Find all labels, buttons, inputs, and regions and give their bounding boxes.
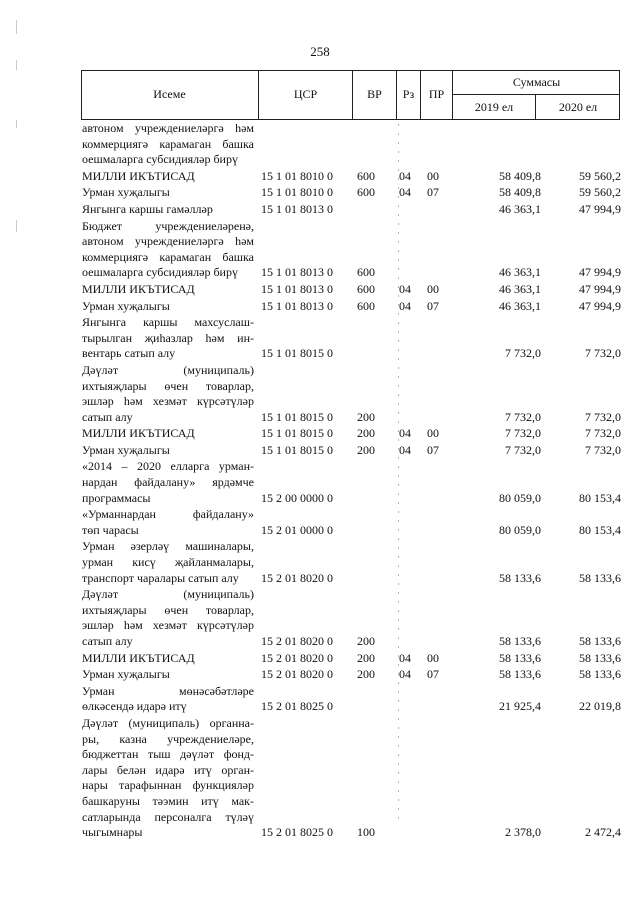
table-header bbox=[81, 70, 620, 120]
table-row bbox=[82, 651, 622, 668]
scan-guide-dot bbox=[398, 763, 399, 765]
scan-guide-dot bbox=[398, 529, 399, 531]
row-name-line: Бюджет учреждениеләренә, bbox=[82, 218, 254, 233]
scan-guide-dot bbox=[398, 502, 399, 504]
row-name-line: вентарь сатып алу bbox=[82, 346, 176, 361]
scan-guide-dot bbox=[398, 376, 399, 378]
scan-guide-dot bbox=[398, 439, 399, 441]
scan-guide-dot bbox=[398, 322, 399, 324]
row-pr bbox=[427, 362, 457, 363]
header-name: Исеме bbox=[81, 70, 259, 120]
row-amount-2019: 46 363,1 bbox=[499, 281, 541, 296]
scan-guide-dot bbox=[398, 124, 399, 126]
row-name-line: автоном учреждениеләргә һәм bbox=[82, 234, 254, 249]
table-row bbox=[82, 459, 622, 507]
row-name-line: оешмаларга субсидияләр бирү bbox=[82, 265, 238, 280]
row-name-line: сатларында персоналга түләү bbox=[82, 809, 254, 824]
row-csr: 15 1 01 8015 0 bbox=[261, 426, 333, 441]
row-name-line: эшләр һәм хезмәт күрсәтүләр bbox=[82, 394, 254, 409]
row-amount-2019: 58 133,6 bbox=[499, 667, 541, 682]
row-vr: 100 bbox=[357, 825, 375, 840]
table-row bbox=[82, 363, 622, 426]
table-row bbox=[82, 219, 622, 282]
row-amount-2020: 7 732,0 bbox=[585, 442, 621, 457]
row-amount-2019: 58 409,8 bbox=[499, 168, 541, 183]
scan-guide-dot bbox=[398, 799, 399, 801]
row-amount-2020: 7 732,0 bbox=[585, 426, 621, 441]
scan-guide-dot bbox=[398, 457, 399, 459]
page-number: 258 bbox=[310, 44, 330, 59]
row-name-line: тырылган җиһазлар һәм ин- bbox=[82, 330, 254, 345]
row-name-line: Янгынга каршы гамәлләр bbox=[82, 201, 213, 216]
row-rz bbox=[399, 362, 427, 363]
row-vr bbox=[353, 715, 399, 716]
row-csr: 15 1 01 8015 0 bbox=[261, 346, 333, 361]
row-name-line: нардан файдалану» ярдәмче bbox=[82, 475, 254, 490]
row-rz: 04 bbox=[399, 185, 411, 200]
scan-guide-dot bbox=[398, 241, 399, 243]
row-pr: 07 bbox=[427, 442, 439, 457]
scan-guide-dot bbox=[398, 628, 399, 630]
row-name bbox=[82, 443, 254, 460]
row-csr: 15 1 01 8010 0 bbox=[261, 185, 333, 200]
row-vr: 200 bbox=[357, 650, 375, 665]
row-name-line: Урман хуҗалыгы bbox=[82, 298, 170, 313]
table-row bbox=[82, 202, 622, 219]
row-pr: 00 bbox=[427, 281, 439, 296]
scan-guide-dot bbox=[398, 718, 399, 720]
row-amount-2019: 58 133,6 bbox=[499, 634, 541, 648]
scan-guide-dot bbox=[398, 214, 399, 216]
table-row bbox=[82, 426, 622, 443]
row-name bbox=[82, 684, 254, 716]
row-amount-2019: 46 363,1 bbox=[499, 265, 541, 280]
row-name-line: башкаруны тәэмин итү мак- bbox=[82, 793, 254, 808]
row-name-line: сатып алу bbox=[82, 409, 133, 424]
row-name-line: оешмаларга субсидияләр бирү bbox=[82, 152, 238, 167]
row-amount-2019: 58 409,8 bbox=[499, 185, 541, 200]
scan-guide-dot bbox=[398, 196, 399, 198]
row-amount-2019: 7 732,0 bbox=[505, 409, 541, 424]
row-rz: 04 bbox=[399, 298, 411, 313]
row-vr: 600 bbox=[357, 185, 375, 200]
row-amount-2019: 7 732,0 bbox=[505, 346, 541, 361]
row-name-line: ихтыяҗлары өчен товарлар, bbox=[82, 602, 254, 617]
row-rz: 04 bbox=[399, 442, 411, 457]
scan-margin-mark bbox=[16, 120, 17, 128]
table-row bbox=[82, 539, 622, 587]
row-name-line: Янгынга каршы махсуслаш- bbox=[82, 315, 254, 330]
header-csr: ЦСР bbox=[259, 70, 353, 120]
row-amount-2020: 7 732,0 bbox=[585, 346, 621, 361]
scan-guide-dot bbox=[398, 394, 399, 396]
row-pr: 00 bbox=[427, 426, 439, 441]
row-vr: 600 bbox=[357, 265, 375, 280]
row-vr: 600 bbox=[357, 298, 375, 313]
row-name-line: лары белән идарә итү орган- bbox=[82, 762, 254, 777]
row-name-line: программасы bbox=[82, 490, 151, 505]
table-row bbox=[82, 443, 622, 460]
scan-guide-dot bbox=[398, 646, 399, 648]
row-name-line: Урман хуҗалыгы bbox=[82, 442, 170, 457]
scan-guide-dot bbox=[398, 583, 399, 585]
row-amount-2020: 47 994,9 bbox=[579, 298, 621, 313]
row-pr bbox=[427, 586, 457, 587]
scan-guide-dot bbox=[398, 619, 399, 621]
row-rz bbox=[399, 538, 427, 539]
row-name-line: автоном учреждениеләргә һәм bbox=[82, 121, 254, 135]
scan-guide-dot bbox=[398, 268, 399, 270]
row-amount-2020: 80 153,4 bbox=[579, 490, 621, 505]
table-body bbox=[82, 121, 622, 842]
row-name-line: коммерциягә карамаган башка bbox=[82, 249, 254, 264]
row-amount-2019: 80 059,0 bbox=[499, 490, 541, 505]
row-amount-2019: 80 059,0 bbox=[499, 522, 541, 537]
scan-guide-dot bbox=[398, 700, 399, 702]
row-name bbox=[82, 363, 254, 426]
row-vr: 600 bbox=[357, 168, 375, 183]
row-csr: 15 2 01 8020 0 bbox=[261, 570, 333, 585]
row-pr: 07 bbox=[427, 667, 439, 682]
row-name bbox=[82, 539, 254, 587]
row-amount-2019: 7 732,0 bbox=[505, 426, 541, 441]
row-name-line: коммерциягә карамаган башка bbox=[82, 136, 254, 151]
row-name bbox=[82, 121, 254, 169]
scan-guide-dot bbox=[398, 727, 399, 729]
row-amount-2020: 59 560,2 bbox=[579, 168, 621, 183]
scan-guide-dot bbox=[398, 403, 399, 405]
scan-guide-dot bbox=[398, 673, 399, 675]
scan-guide-dot bbox=[398, 574, 399, 576]
row-name bbox=[82, 459, 254, 507]
table-row bbox=[82, 716, 622, 842]
scan-guide-dot bbox=[398, 151, 399, 153]
row-csr: 15 1 01 8013 0 bbox=[261, 298, 333, 313]
row-name-line: Дәүләт (муниципаль) органна- bbox=[82, 715, 254, 730]
scan-guide-dot bbox=[398, 754, 399, 756]
scan-guide-dot bbox=[398, 412, 399, 414]
row-name-line: «Урманнардан файдалану» bbox=[82, 507, 254, 522]
scan-guide-dot bbox=[398, 475, 399, 477]
scan-guide-dot bbox=[398, 772, 399, 774]
row-csr: 15 2 01 8025 0 bbox=[261, 825, 333, 840]
row-vr: 200 bbox=[357, 634, 375, 648]
scan-guide-dot bbox=[398, 142, 399, 144]
scan-guide-dot bbox=[398, 259, 399, 261]
table-row bbox=[82, 315, 622, 363]
row-vr: 200 bbox=[357, 442, 375, 457]
row-vr: 200 bbox=[357, 667, 375, 682]
row-rz bbox=[399, 841, 427, 842]
row-vr bbox=[353, 586, 399, 587]
row-amount-2020: 80 153,4 bbox=[579, 522, 621, 537]
row-name-line: «2014 – 2020 елларга урман- bbox=[82, 459, 254, 474]
scan-guide-dot bbox=[398, 466, 399, 468]
scan-guide-dot bbox=[398, 358, 399, 360]
row-rz bbox=[399, 506, 427, 507]
row-pr bbox=[427, 218, 457, 219]
row-name bbox=[82, 716, 254, 842]
row-csr: 15 2 01 8025 0 bbox=[261, 699, 333, 714]
scan-guide-dot bbox=[398, 205, 399, 207]
scan-guide-dot bbox=[398, 538, 399, 540]
row-rz bbox=[399, 586, 427, 587]
scan-guide-dot bbox=[398, 565, 399, 567]
row-name-line: МИЛЛИ ИКЪТИСАД bbox=[82, 426, 195, 441]
scan-margin-mark bbox=[16, 60, 17, 70]
scan-guide-dot bbox=[398, 790, 399, 792]
row-csr: 15 2 01 0000 0 bbox=[261, 522, 333, 537]
row-name bbox=[82, 667, 254, 684]
scan-margin-mark bbox=[16, 20, 17, 34]
row-amount-2020: 58 133,6 bbox=[579, 667, 621, 682]
header-pr: ПР bbox=[421, 70, 453, 120]
row-pr bbox=[427, 841, 457, 842]
row-vr bbox=[353, 538, 399, 539]
scan-guide-dot bbox=[398, 295, 399, 297]
scan-guide-dot bbox=[398, 610, 399, 612]
scan-guide-dot bbox=[398, 367, 399, 369]
row-name-line: Урман хуҗалыгы bbox=[82, 667, 170, 682]
row-name-line: МИЛЛИ ИКЪТИСАД bbox=[82, 168, 195, 183]
row-name-line: ихтыяҗлары өчен товарлар, bbox=[82, 378, 254, 393]
row-rz: 04 bbox=[399, 667, 411, 682]
row-name-line: урман кисү җайланмалары, bbox=[82, 555, 254, 570]
row-name bbox=[82, 651, 254, 668]
row-amount-2020: 22 019,8 bbox=[579, 699, 621, 714]
row-name-line: сатып алу bbox=[82, 634, 133, 648]
row-name-line: Дәүләт (муниципаль) bbox=[82, 587, 254, 602]
row-amount-2019: 46 363,1 bbox=[499, 298, 541, 313]
table-row bbox=[82, 299, 622, 316]
row-name bbox=[82, 587, 254, 650]
header-year-2020: 2020 ел bbox=[558, 100, 598, 114]
row-pr: 07 bbox=[427, 185, 439, 200]
row-name-line: Урман хуҗалыгы bbox=[82, 185, 170, 200]
scan-guide-dot bbox=[398, 277, 399, 279]
scan-guide-dot bbox=[398, 511, 399, 513]
scan-guide-dot bbox=[398, 745, 399, 747]
scan-guide-dot bbox=[398, 178, 399, 180]
row-amount-2019: 2 378,0 bbox=[505, 825, 541, 840]
row-name-line: чыгымнары bbox=[82, 825, 143, 840]
scan-guide-dot bbox=[398, 421, 399, 423]
table-row bbox=[82, 667, 622, 684]
row-name-line: бюджеттан тыш дәүләт фонд- bbox=[82, 747, 254, 762]
table-row bbox=[82, 169, 622, 186]
row-csr: 15 2 00 0000 0 bbox=[261, 490, 333, 505]
scan-guide-dot bbox=[398, 817, 399, 819]
row-pr: 07 bbox=[427, 298, 439, 313]
scan-guide-dot bbox=[398, 556, 399, 558]
row-csr: 15 1 01 8015 0 bbox=[261, 442, 333, 457]
row-rz: 04 bbox=[399, 168, 411, 183]
table-row bbox=[82, 282, 622, 299]
row-pr bbox=[427, 506, 457, 507]
row-name bbox=[82, 202, 254, 219]
row-vr: 200 bbox=[357, 426, 375, 441]
scan-guide-dot bbox=[398, 340, 399, 342]
row-rz: 04 bbox=[399, 426, 411, 441]
header-vr: ВР bbox=[353, 70, 397, 120]
row-name bbox=[82, 507, 254, 539]
scan-guide-dot bbox=[398, 484, 399, 486]
table-row bbox=[82, 587, 622, 650]
scan-guide-dot bbox=[398, 736, 399, 738]
row-name bbox=[82, 426, 254, 443]
scan-guide-dot bbox=[398, 331, 399, 333]
row-name bbox=[82, 282, 254, 299]
scan-guide-dot bbox=[398, 232, 399, 234]
row-name-line: МИЛЛИ ИКЪТИСАД bbox=[82, 281, 195, 296]
row-pr bbox=[427, 715, 457, 716]
row-name-line: төп чарасы bbox=[82, 522, 139, 537]
row-csr: 15 1 01 8013 0 bbox=[261, 201, 333, 216]
table-row bbox=[82, 507, 622, 539]
header-sums: Суммасы bbox=[453, 70, 620, 95]
row-csr: 15 1 01 8013 0 bbox=[261, 281, 333, 296]
row-name bbox=[82, 219, 254, 282]
scan-guide-dot bbox=[398, 592, 399, 594]
row-amount-2020: 47 994,9 bbox=[579, 281, 621, 296]
row-name-line: ры, казна учреждениеләре, bbox=[82, 731, 254, 746]
row-name-line: МИЛЛИ ИКЪТИСАД bbox=[82, 650, 195, 665]
row-name bbox=[82, 185, 254, 202]
row-name bbox=[82, 299, 254, 316]
row-rz bbox=[399, 715, 427, 716]
scan-guide-dot bbox=[398, 691, 399, 693]
row-vr bbox=[353, 362, 399, 363]
scan-guide-dot bbox=[398, 430, 399, 432]
row-amount-2020: 58 133,6 bbox=[579, 650, 621, 665]
row-vr: 600 bbox=[357, 281, 375, 296]
scan-margin-mark bbox=[16, 220, 17, 232]
scan-guide-dot bbox=[398, 520, 399, 522]
row-csr: 15 1 01 8010 0 bbox=[261, 168, 333, 183]
row-vr bbox=[353, 506, 399, 507]
scan-guide-dot bbox=[398, 160, 399, 162]
scan-guide-dot bbox=[398, 385, 399, 387]
scan-guide-dot bbox=[398, 448, 399, 450]
row-name-line: Урман мөнәсәбәтләре bbox=[82, 683, 254, 698]
scan-guide-dot bbox=[398, 304, 399, 306]
row-name bbox=[82, 169, 254, 186]
scan-guide-dot bbox=[398, 313, 399, 315]
row-amount-2020: 58 133,6 bbox=[579, 634, 621, 648]
row-amount-2019: 46 363,1 bbox=[499, 201, 541, 216]
scan-guide-dot bbox=[398, 781, 399, 783]
row-csr: 15 2 01 8020 0 bbox=[261, 667, 333, 682]
row-vr: 200 bbox=[357, 409, 375, 424]
scan-guide-dot bbox=[398, 493, 399, 495]
scan-guide-dot bbox=[398, 169, 399, 171]
row-csr: 15 1 01 8015 0 bbox=[261, 409, 333, 424]
row-amount-2020: 2 472,4 bbox=[585, 825, 621, 840]
scan-guide-dot bbox=[398, 286, 399, 288]
row-amount-2019: 58 133,6 bbox=[499, 650, 541, 665]
scan-guide-dot bbox=[398, 682, 399, 684]
row-amount-2020: 7 732,0 bbox=[585, 409, 621, 424]
scan-guide-dot bbox=[398, 547, 399, 549]
row-name-line: Дәүләт (муниципаль) bbox=[82, 362, 254, 377]
row-amount-2020: 59 560,2 bbox=[579, 185, 621, 200]
row-csr: 15 2 01 8020 0 bbox=[261, 634, 333, 648]
row-rz: 04 bbox=[399, 650, 411, 665]
row-csr: 15 2 01 8020 0 bbox=[261, 650, 333, 665]
scan-guide-dot bbox=[398, 637, 399, 639]
row-name-line: эшләр һәм хезмәт күрсәтүләр bbox=[82, 618, 254, 633]
scan-guide-dot bbox=[398, 187, 399, 189]
row-name-line: транспорт чаралары сатып алу bbox=[82, 570, 239, 585]
scan-guide-dot bbox=[398, 601, 399, 603]
table-row bbox=[82, 684, 622, 716]
row-pr: 00 bbox=[427, 168, 439, 183]
scan-guide-dot bbox=[398, 133, 399, 135]
row-name bbox=[82, 315, 254, 363]
row-amount-2020: 47 994,9 bbox=[579, 201, 621, 216]
row-amount-2019: 58 133,6 bbox=[499, 570, 541, 585]
row-amount-2020: 58 133,6 bbox=[579, 570, 621, 585]
row-pr: 00 bbox=[427, 650, 439, 665]
row-name-line: өлкәсендә идарә итү bbox=[82, 699, 187, 714]
row-name-line: нары тарафыннан функцияләр bbox=[82, 778, 254, 793]
scan-guide-dot bbox=[398, 709, 399, 711]
header-year-2019: 2019 ел bbox=[453, 95, 536, 120]
row-rz: 04 bbox=[399, 281, 411, 296]
scan-guide-dot bbox=[398, 808, 399, 810]
row-csr: 15 1 01 8013 0 bbox=[261, 265, 333, 280]
row-amount-2020: 47 994,9 bbox=[579, 265, 621, 280]
row-rz bbox=[399, 218, 427, 219]
scan-guide-dot bbox=[398, 664, 399, 666]
scan-guide-dot bbox=[398, 655, 399, 657]
row-vr bbox=[353, 218, 399, 219]
table-row bbox=[82, 121, 622, 169]
scan-guide-dot bbox=[398, 223, 399, 225]
scan-guide-dot bbox=[398, 250, 399, 252]
row-amount-2019: 7 732,0 bbox=[505, 442, 541, 457]
table-row bbox=[82, 185, 622, 202]
row-name-line: Урман әзерләү машиналары, bbox=[82, 539, 254, 554]
header-rz: Рз bbox=[397, 70, 421, 120]
scan-guide-dot bbox=[398, 349, 399, 351]
row-pr bbox=[427, 538, 457, 539]
row-amount-2019: 21 925,4 bbox=[499, 699, 541, 714]
